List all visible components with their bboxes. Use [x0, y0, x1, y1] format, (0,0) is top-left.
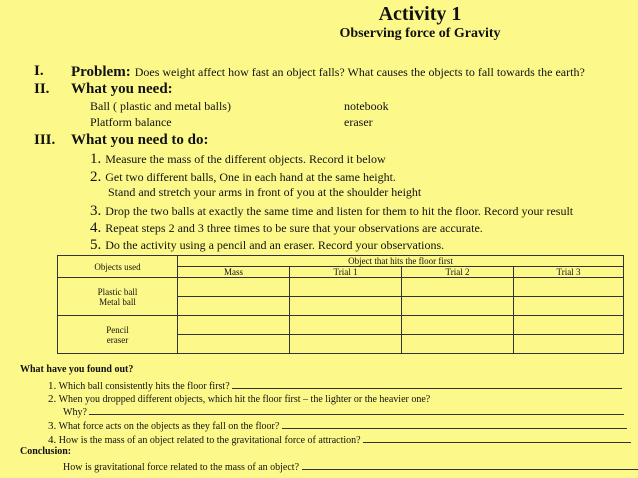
answer-line[interactable] [232, 379, 622, 389]
question-4: 4. How is the mass of an object related to the gravitational force of attraction? [48, 433, 631, 446]
procedure-step-continued: Stand and stretch your arms in front of you at the shoulder height [108, 185, 422, 199]
procedure-step: 3. Drop the two balls at exactly the same time and listen for them to hit the floor. Record your result [90, 203, 574, 219]
table-cell[interactable] [290, 316, 402, 335]
table-cell[interactable] [178, 278, 290, 297]
question-3: 3. What force acts on the objects as they fall on the floor? [48, 419, 627, 432]
table-cell[interactable] [290, 297, 402, 316]
table-cell[interactable] [178, 335, 290, 354]
answer-line[interactable] [282, 419, 627, 429]
found-out-heading: What have you found out? [20, 364, 134, 375]
table-cell[interactable] [178, 316, 290, 335]
object-label: Plastic ball [97, 286, 138, 297]
procedure-step: 5. Do the activity using a pencil and an eraser. Record your observations. [90, 237, 445, 253]
object-hits-floor-header: Object that hits the floor first [178, 256, 624, 267]
materials-heading: What you need: [71, 81, 173, 97]
trial-3-header: Trial 3 [514, 267, 624, 278]
table-cell[interactable] [402, 278, 514, 297]
problem-text: Does weight affect how fast an object falls? What causes the objects to fall towards the earth? [134, 65, 585, 79]
procedure-step: 2. Get two different balls, One in each hand at the same height. [90, 169, 396, 185]
procedure-numeral: III. [34, 132, 56, 148]
conclusion-heading: Conclusion: [20, 446, 72, 457]
materials-numeral: II. [34, 81, 50, 97]
problem-heading: Problem: [71, 64, 131, 80]
table-cell[interactable] [514, 278, 624, 297]
mass-header: Mass [178, 267, 290, 278]
page-title: Activity 1 [378, 3, 462, 25]
conclusion-question: How is gravitational force related to the mass of an object? [63, 460, 638, 473]
problem-line [71, 63, 585, 81]
object-group-balls [58, 278, 178, 316]
answer-line[interactable] [89, 405, 624, 415]
table-cell[interactable] [178, 297, 290, 316]
object-group-pencil-eraser [58, 316, 178, 354]
table-cell[interactable] [514, 316, 624, 335]
objects-used-header: Objects used [58, 256, 178, 278]
question-1: 1. Which ball consistently hits the floor first? [48, 379, 622, 392]
object-label: eraser [106, 334, 129, 345]
procedure-step: 1. Measure the mass of the different objects. Record it below [90, 151, 386, 167]
material-item: eraser [344, 115, 373, 129]
table-cell[interactable] [514, 335, 624, 354]
answer-line[interactable] [302, 460, 638, 470]
object-label: Pencil [106, 324, 129, 335]
problem-numeral: I. [34, 63, 44, 79]
object-label: Metal ball [99, 296, 136, 307]
table-cell[interactable] [402, 316, 514, 335]
question-2-why: Why? [63, 405, 624, 418]
table-cell[interactable] [402, 297, 514, 316]
question-2: 2. When you dropped different objects, which hit the floor first – the lighter or the heavier one? [48, 393, 431, 405]
material-item: Ball ( plastic and metal balls) [90, 99, 231, 113]
page-subtitle: Observing force of Gravity [339, 26, 501, 41]
table-cell[interactable] [514, 297, 624, 316]
observation-table [57, 255, 624, 354]
trial-2-header: Trial 2 [402, 267, 514, 278]
procedure-heading: What you need to do: [71, 132, 209, 148]
answer-line[interactable] [363, 433, 631, 443]
procedure-step: 4. Repeat steps 2 and 3 three times to be sure that your observations are accurate. [90, 220, 483, 236]
table-cell[interactable] [402, 335, 514, 354]
material-item: notebook [344, 99, 389, 113]
table-cell[interactable] [290, 278, 402, 297]
material-item: Platform balance [90, 115, 172, 129]
trial-1-header: Trial 1 [290, 267, 402, 278]
table-cell[interactable] [290, 335, 402, 354]
